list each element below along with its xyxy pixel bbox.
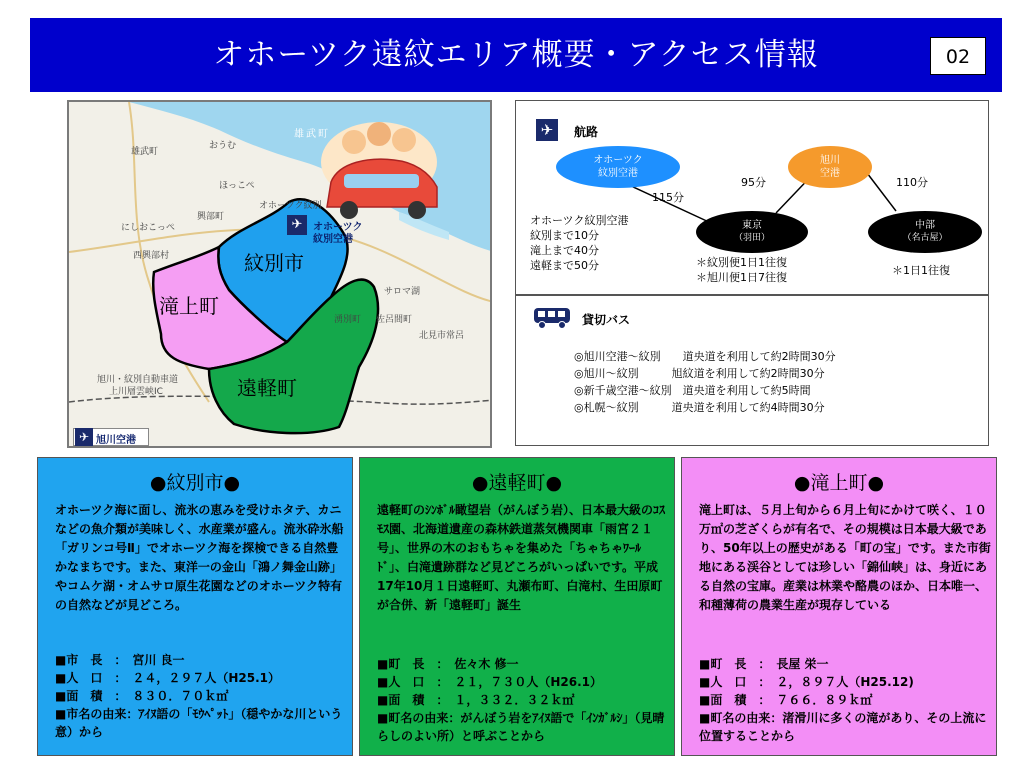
stat-area: ■面 積 ： １，３３２．３２ｋ㎡	[377, 693, 575, 707]
place-label: 上川層雲峡IC	[109, 387, 163, 397]
chubu-node-sub: （名古屋）	[902, 233, 948, 243]
stat-population: ■人 口 ： ２，８９７人（H25.12)	[699, 675, 914, 689]
section-divider	[516, 294, 988, 296]
access-panel	[515, 100, 989, 446]
place-label: 興部町	[197, 212, 225, 222]
stat-name-origin: ■町名の由来：がんぼう岩をｱｲﾇ語で「ｲﾝｶﾞﾙｼ」（見晴らしのよい所）と呼ぶことから	[377, 711, 665, 743]
card-stats	[377, 655, 669, 745]
chubu-node	[868, 211, 982, 253]
tokyo-node-name: 東京	[742, 220, 762, 231]
card-description: オホーツク海に面し、流氷の恵みを受けホタテ、カニなどの魚介類が美味しく、水産業が盛ん。流氷砕氷船「ガリンコ号Ⅱ」でオホーツク海を探検できる自然豊かなまちです。また、東洋一の金山「鴻ノ舞金山跡」やコムケ湖・オムサロ原生花園などのオホーツク特有の自然などが見どころ。	[55, 503, 344, 612]
monbetsu-card	[37, 457, 353, 756]
tokyo-node	[696, 211, 808, 253]
card-title: ●遠軽町●	[471, 472, 563, 494]
stat-population: ■人 口 ： ２４，２９７人（H25.1）	[55, 671, 280, 685]
bus-route: ◎旭川～紋別 旭紋道を利用して約2時間30分	[574, 367, 825, 380]
takinoue-card	[681, 457, 997, 756]
monbetsu-airport-notes	[530, 213, 628, 273]
card-title: ●紋別市●	[149, 472, 241, 494]
asahikawa-airport-node-label: 旭川 空港	[820, 155, 840, 179]
chubu-note: ＊1日1往復	[892, 264, 950, 277]
tokyo-notes	[696, 255, 787, 285]
place-label: 雄武町	[131, 147, 159, 157]
stat-name-origin: ■市名の由来：ｱｲﾇ語の「ﾓｳﾍﾟｯﾄ」（穏やかな川という意）から	[55, 707, 343, 739]
stat-mayor: ■町 長 ： 長屋 栄一	[699, 657, 829, 671]
monbetsu-airport-node	[556, 146, 680, 188]
chubu-node-name: 中部	[915, 220, 935, 231]
car-illustration	[321, 122, 437, 219]
stat-mayor: ■町 長 ： 佐々木 修一	[377, 657, 519, 671]
monbetsu-airport-label: オホーツク 紋別空港	[313, 222, 363, 245]
card-title: ●滝上町●	[793, 472, 885, 494]
note-line: ＊旭川便1日7往復	[696, 271, 787, 284]
card-stats	[55, 651, 347, 741]
place-label: オホーツク紋別	[259, 201, 322, 211]
area-map	[67, 100, 492, 448]
place-label: 湧別町	[334, 315, 362, 325]
note-line: ＊紋別便1日1往復	[696, 256, 787, 269]
place-label: サロマ湖	[384, 287, 421, 297]
stat-area: ■面 積 ： ８３０．７０ｋ㎡	[55, 689, 229, 703]
place-label: 旭川・紋別自動車道	[97, 375, 179, 385]
card-stats	[699, 655, 991, 745]
air-route-title: 航路	[574, 125, 599, 139]
note-line: 遠軽まで50分	[530, 259, 599, 272]
airplane-icon: ✈	[536, 119, 558, 141]
bus-route: ◎新千歳空港～紋別 道央道を利用して約5時間	[574, 384, 811, 397]
duration-asahikawa-chubu: 110分	[896, 176, 928, 189]
engaru-card	[359, 457, 675, 756]
title-bar	[30, 18, 1002, 92]
route-asahikawa-chubu	[864, 169, 896, 211]
duration-monbetsu-tokyo: 115分	[652, 191, 684, 204]
bus-route: ◎札幌～紋別 道央道を利用して約4時間30分	[574, 401, 825, 414]
place-label: ほっこぺ	[219, 181, 255, 191]
duration-asahikawa-tokyo: 95分	[741, 176, 766, 189]
asahikawa-airport-label: 旭川空港	[96, 435, 136, 446]
airplane-icon: ✈	[287, 215, 307, 235]
page-number: 02	[930, 37, 986, 75]
bus-route: ◎旭川空港～紋別 道央道を利用して約2時間30分	[574, 350, 836, 363]
takinoue-label: 滝上町	[159, 294, 219, 318]
airplane-icon: ✈	[75, 428, 93, 446]
card-description: 遠軽町のｼﾝﾎﾞﾙ瞰望岩（がんぼう岩）、日本最大級のｺｽﾓｽ園、北海道遺産の森林鉄道蒸気機関車「雨宮２１号」、世界の木のおもちゃを集めた「ちゃちゃﾜｰﾙﾄﾞ」、白滝遺跡群など見どころがいっぱいです。平成17年10月１日遠軽町、丸瀬布町、白滝村、生田原町が合併、新「遠軽町」誕生	[377, 503, 666, 612]
stat-area: ■面 積 ： ７６６．８９ｋ㎡	[699, 693, 873, 707]
stat-name-origin: ■町名の由来：渚滑川に多くの滝があり、その上流に位置することから	[699, 711, 987, 743]
monbetsu-label: 紋別市	[244, 251, 304, 275]
page-title: オホーツク遠紋エリア概要・アクセス情報	[213, 37, 819, 73]
stat-mayor: ■市 長 ： 宮川 良一	[55, 653, 185, 667]
bus-title: 貸切バス	[582, 313, 631, 327]
note-line: 滝上まで40分	[530, 244, 599, 257]
place-label: 佐呂間町	[376, 315, 413, 325]
asahikawa-airport-node	[788, 146, 872, 188]
engaru-label: 遠軽町	[237, 376, 297, 400]
bus-icon	[532, 306, 572, 330]
place-label: 北見市常呂	[419, 331, 465, 341]
note-line: 紋別まで10分	[530, 229, 599, 242]
monbetsu-airport-node-label: オホーツク 紋別空港	[593, 155, 643, 179]
card-description: 滝上町は、５月上旬から６月上旬にかけて咲く、１０万㎡の芝ざくらが有名で、その規模は日本最大級であり、50年以上の歴史がある「町の宝」です。また市街地にある渓谷としては珍しい「錦仙峡」は、身近にある自然の宝庫。産業は林業や酪農のほか、日本唯一、和種薄荷の農業生産が現存している	[699, 503, 991, 612]
place-label: おうむ	[209, 141, 237, 151]
note-line: オホーツク紋別空港	[530, 214, 629, 227]
asahikawa-airport-banner	[73, 428, 149, 446]
stat-population: ■人 口 ： ２１，７３０人（H26.1）	[377, 675, 602, 689]
place-label: にしおこっぺ	[121, 223, 175, 233]
tokyo-node-sub: （羽田）	[733, 233, 770, 243]
sea-label: 雄武町	[294, 129, 330, 140]
place-label: 西興部村	[133, 251, 170, 261]
